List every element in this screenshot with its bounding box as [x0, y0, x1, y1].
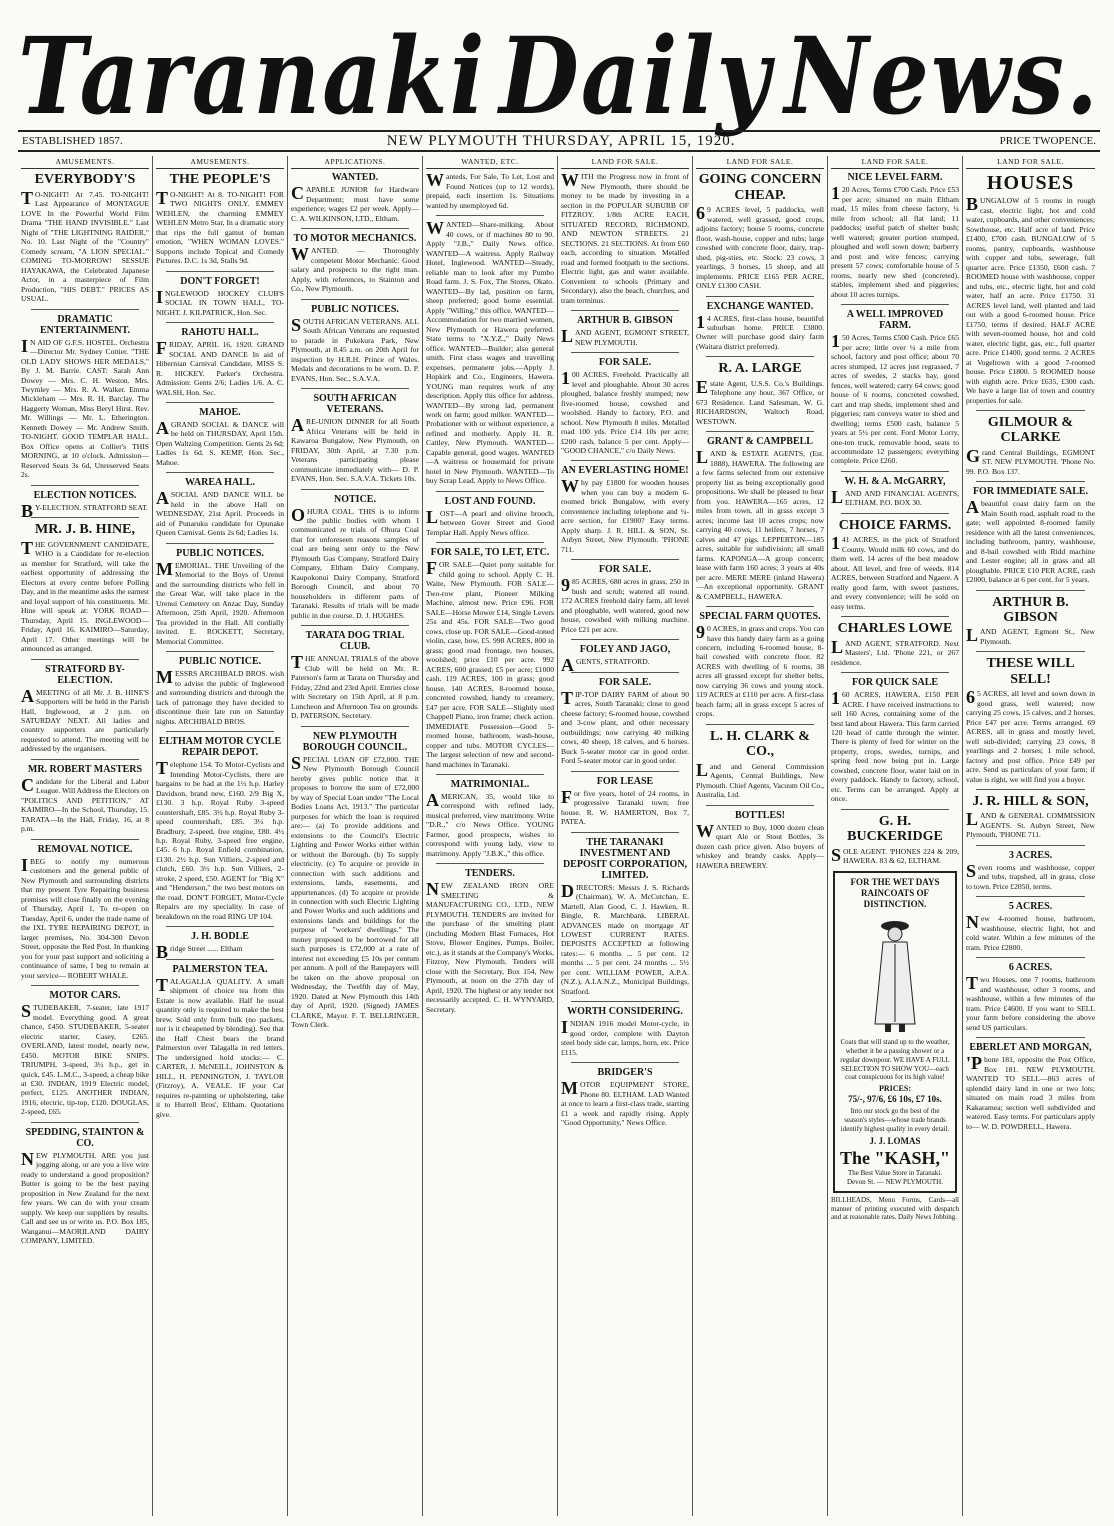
advertisement — [156, 172, 284, 265]
advertisement — [291, 630, 419, 720]
advertisement-body: AMERICAN, 35, would like to correspond with refined lady, musical preferred, view matrimony. Write "D.R.," c/o News Office. YOUNG Farmer, good prospects, wishes to correspond with young lady, view to matrimony. Apply "J.B.K.," this office. — [426, 789, 554, 858]
advertisement — [426, 496, 554, 537]
divider — [166, 322, 274, 323]
divider — [976, 651, 1085, 652]
advertisement — [291, 233, 419, 293]
advertisement-title: J. H. BODLE — [191, 931, 249, 943]
advertisement — [966, 794, 1095, 840]
advertisement — [156, 407, 284, 467]
advertisement-body: INGLEWOOD HOCKEY CLUB'S SOCIAL IN TOWN HALL, TO-NIGHT. J. KILPATRICK, Hon. Sec. — [156, 286, 284, 317]
advertisement — [156, 931, 284, 963]
advertisement-body: DIRECTORS: Messrs J. S. Richards (Chairman), W. A. McCutchan, E. Martell, Alan Good, C. J. Hawken, R. Bingle, R. Marchbank. LIBERAL ADVANCES made on mortgage AT LOWEST CURRENT RATES. DEPOSITS ACCEPTED at following rates:— 6 months ... 5 per cent. 12 months ... 5 per cent. 24 months ... 5½ per cent. WILLIAM POWER, A.P.A. (N.Z.), A.I.A.N.Z., Municipal Buildings, Stratford. — [561, 880, 689, 996]
price-label: PRICE TWOPENCE. — [999, 135, 1096, 147]
advertisement — [561, 837, 689, 997]
divider — [976, 410, 1085, 411]
divider — [571, 559, 679, 560]
advertisement-body: LAND AGENT, EGMONT STREET, NEW PLYMOUTH. — [561, 326, 689, 347]
advertisement — [561, 564, 689, 634]
column-1 — [18, 156, 153, 1516]
divider — [166, 651, 274, 652]
advertisement — [696, 729, 824, 800]
advertisement-title: PUBLIC NOTICE. — [178, 656, 262, 668]
advertisement-body: IN AID OF G.F.S. HOSTEL. Orchestra—Director Mr. Sydney Cottier. "THE OLD LADY SHOWS HER MEDALS," By J. M. Barrie. CAST: Sarah Ann Dowey — Mrs. C. H. Weston. Mrs. Twymley — Mrs. R. A. Walker. Emma Mickleham — Mrs. R. H. Barclay. The Haggerty Woman, Miss Beryl Hirst. Rev. Mr. Willings — Mr. L. Etherington. Kenneth Dowey — Mr. Andrew Smith. TO-NIGHT. GOOD TEMPLAR HALL. Box Office opens at Collier's THIS MORNING, at 10 o'clock. Admission—Reserved Seats 3s 6d, Unreserved Seats 2s. — [21, 335, 149, 480]
advertisement-body: 160 ACRES, HAWERA, £150 PER ACRE. I have received instructions to sell 160 Acres, containing some of the best land about Hawera. This farm carried 120 head of cattle through the winter. There is plenty of feed for winter on the property, crops, swedes, turnips, and spring feed now being put in. Large cowshed, concrete floor, water laid on in every paddock. Handy to factory, school, etc. Terms can be arranged. Apply at once. — [831, 688, 959, 804]
advertisement-body: NEW ZEALAND IRON ORE SMELTING & MANUFACTURING CO., LTD., NEW PLYMOUTH. TENDERS are invited for the purchase of the smelting plant (including Modern Blast Furnaces, Hot Stove, Blower Engines, Pumps, Boiler, etc.), as it stands at the Company's Works, Fitzroy, New Plymouth. Tenders will close with the Secretary, Box 154, New Plymouth, at noon on the 27th day of April, 1920. The highest or any tender not necessarily accepted. C. H. WYNYARD, Secretary. — [426, 879, 555, 1014]
advertisement-body: AMEETING of all Mr. J. B. HINE'S Supporters will be held in the Parish Hall, Inglewood, at 2 p.m. on SATURDAY NEXT. All ladies and country supporters are particularly requested to attend. The meeting will be addressed by the organisers. — [21, 685, 149, 754]
masthead-word-2: Daily — [499, 13, 772, 139]
advertisement-body: FRIDAY, APRIL 16, 1920. GRAND SOCIAL AND DANCE In aid of Hibernian Carnival Candidate, MISS S. R. HICKEY. Parker's Orchestra. Admission: Gents 2/6; Ladies 1/6. A. C. WALSH, Hon. Sec. — [156, 338, 284, 397]
advertisement-body: 65 ACRES, all level and sown down in good grass, well watered; now carrying 25 cows, 15 calves, and 2 horses. Price £47 per acre. Terms arranged. 69 ACRES, all in grass and mostly level, well sub-divided; carrying 23 cows, 8 yearlings and 2 horses; 1 mile school, factory and post office. Price £49 per acre. Send us particulars of your farm; if value is right, we will find you a buyer. — [966, 687, 1095, 784]
advertisement — [21, 172, 149, 303]
divider — [436, 542, 544, 543]
advertisement-body: WITH the Progress now in front of New Plymouth, there should be money to be made by investing in a section in the POPULAR SUBURB OF FITZROY. 1/8th ACRE EACH, SITUATED RECORD, RICHMOND, AND NEWTON STREETS. 21 SECTIONS. 21 SECTIONS. At from £60 each, according to situation. Metalled road and formed footpath to the sections. Electric light, gas and water available. Convenient to schools (Primary and Secondary), also the beach, churches, and tram terminus. — [561, 170, 689, 305]
divider — [841, 809, 949, 810]
column-header: APPLICATIONS. — [291, 156, 419, 169]
advertisement-title: ELECTION NOTICES. — [33, 489, 137, 501]
divider — [706, 431, 814, 432]
advertisement-title: ARTHUR B. GIBSON — [576, 315, 674, 327]
issue-date: NEW PLYMOUTH THURSDAY, APRIL 15, 1920. — [386, 132, 736, 149]
advertisement-body: SPECIAL LOAN OF £72,000. THE New Plymouth Borough Council hereby gives public notice that it proposes to borrow the sum of £72,000 by way of Special Loan under "The Local Bodies Loans Act, 1913." The particular purposes for which the loan is required are:— (a) To provide additions and extensions to the Council's Electric Lighting and Power Works either within or without the Borough. (b) To supply electricity. (c) To acquire or provide in connection with such additions and extensions, lands, easements, and appurtenances. (d) To acquire or provide in connection with such Electric Lighting and Power Works and such additions and extensions lands and buildings for the purpose of "workers' dwellings." The money proposed to be borrowed for all such purposes is £72,000 at a rate of interest not exceeding £5 10s per centum per annum. A poll of the Ratepayers will be taken on the above proposal on Wednesday, the Twelfth day of May, 1920. Dated at New Plymouth this 14th day of April, 1920. (Signed) JAMES CLARKE, Mayor. F. T. BELLRINGER, Town Clerk. — [291, 752, 419, 1030]
raincoat-heading: FOR THE WET DAYS RAINCOATS OF DISTINCTION. — [850, 876, 940, 910]
advertisement-body: AGENTS, STRATFORD. — [561, 655, 650, 676]
divider — [976, 590, 1085, 591]
divider — [706, 606, 814, 607]
advertisement-title: NEW PLYMOUTH BOROUGH COUNCIL. — [302, 730, 408, 753]
advertisement-body: TO-NIGHT! At 7.45. TO-NIGHT! Last Appearance of MONTAGUE LOVE In the Powerful World Film Drama "THE HAND INVISIBLE." Last Night of "THE LIGHTNING RAIDER," No. 10. Last Night of the "Country" Comedy scream, "A LION SPECIAL." COMING TO-MORROW! SESSUE HAYAKAWA, the Celebrated Japanese Actor, in a masterpiece of Film Production, "HIS DEBT." PRICES AS USUAL. — [21, 187, 149, 304]
advertisement — [21, 522, 149, 653]
advertisement-body: MOTOR EQUIPMENT STORE, Phone 80. ELTHAM. LAD Wanted at once to learn a first-class trade, starting £1 a week and rapidly rising. Apply "Good Opportunity," News Office. — [561, 1078, 689, 1128]
column-6 — [693, 156, 828, 1516]
advertisement-title: FOR IMMEDIATE SALE. — [972, 486, 1089, 498]
advertisement-title: GOING CONCERN CHEAP. — [698, 172, 822, 203]
advertisement-title: LOST AND FOUND. — [444, 495, 536, 507]
advertisement — [831, 172, 959, 299]
advertisement-body: OHURA COAL. THIS is to inform the public bodies with whom I communicated re trials of Ohura Coal that for unforeseen reasons samples of coal are being sent only to the New Plymouth Gas Company, Stratford Dairy Company, Eltham Dairy Company, Kaupokonui Dairy Company, Stratford Borough Council, and about 70 householders in different parts of Taranaki. Results of trials will be made public in due course. D. J. HUGHES. — [291, 504, 419, 620]
advertisement-body: 'Phone 181, opposite the Post Office, Box 181. NEW PLYMOUTH. WANTED TO SELL—863 acres of splendid dairy land in one or two lots; situated on main road 3 miles from Kakaramea; section well subdivided and watered. Easy terms. For particulars apply to— W. D. POWDRELL, Hawera. — [966, 1053, 1095, 1131]
advertisement — [291, 172, 419, 223]
divider — [31, 659, 139, 660]
advertisement — [831, 309, 959, 466]
advertisement-title: TENDERS. — [465, 868, 515, 880]
advertisement-body: SOLE AGENT. 'PHONES 224 & 209, HAWERA. 83 & 62, ELTHAM. — [831, 844, 959, 866]
divider — [166, 402, 274, 403]
advertisement — [696, 611, 824, 719]
divider — [571, 832, 679, 833]
divider — [166, 926, 274, 927]
advertisement-body: IBEG to notify my numerous customers and the general public of New Plymouth and surrounding districts that my present Tyre Repairing business premises will close finally on the evening of Thursday, April 1. To re-open on Tuesday, April 6, under the trade name of the IXL TYRE REPAIRING DEPOT, in larger premises, No. 304-300 Devon Street, opposite the Red Post. In thanking you for your past support and soliciting a continuance of same, I beg to remain at your service— ROBERT WHALE. — [21, 854, 149, 980]
advertisement-body: LAND AGENT, STRATFORD. Next Masters', Ltd. 'Phone 221, or 267 residence. — [831, 636, 959, 667]
advertisement-title: CHOICE FARMS. — [838, 517, 952, 533]
column-8 — [963, 156, 1098, 1516]
advertisement-body: Seven rooms and washhouse, copper and tubs, trapshed, all in grass, close to town. Price £2050, terms. — [966, 860, 1095, 891]
advertisement — [156, 964, 284, 1119]
divider — [166, 731, 274, 732]
established-label: ESTABLISHED 1857. — [22, 135, 123, 147]
advertisement-title: WANTED. — [331, 172, 379, 184]
divider — [166, 959, 274, 960]
divider — [571, 639, 679, 640]
advertisement — [561, 677, 689, 766]
advertisement-title: EXCHANGE WANTED. — [706, 300, 814, 312]
column-2 — [153, 156, 288, 1516]
advertisement-title: MOTOR CARS. — [49, 990, 121, 1002]
advertisement — [561, 1006, 689, 1057]
divider — [31, 309, 139, 310]
advertisement — [426, 868, 554, 1014]
advertisement-title: MR. J. B. HINE, — [35, 522, 135, 538]
newspaper-columns — [18, 156, 1100, 1516]
advertisement-body: AGRAND SOCIAL & DANCE will be held on THURSDAY, April 15th. Open Waltzing Competition. Gents 2s 6d; Ladies 1s 6d. S. KEMP, Hon. Sec., Mahoe. — [156, 418, 284, 467]
advertisement — [966, 486, 1095, 584]
divider — [31, 517, 139, 518]
advertisement-body: 90 ACRES, in grass and crops. You can have this handy dairy farm as a going concern, including 6-roomed house, 8-bail cowshed with concrete floor. 82 ACRES with dwelling of 6 rooms, 38 acres all grassed except for shelter belts, now carrying 36 cows and young stock. 119 ACRES at £110 per acre. A first-class beach farm; all in grass except 5 acres of crops. — [696, 622, 824, 719]
column-header: LAND FOR SALE. — [561, 156, 689, 169]
advertisement-title: REMOVAL NOTICE. — [37, 843, 133, 855]
advertisement-title: EBERLET AND MORGAN, — [969, 1042, 1092, 1054]
divider — [436, 774, 544, 775]
advertisement-title: BOTTLES! — [734, 809, 786, 821]
store-sub: The Best Value Store in Taranaki. Devon St. — NEW PLYMOUTH. — [846, 1169, 943, 1187]
divider — [436, 863, 544, 864]
column-5 — [558, 156, 693, 1516]
advertisement-body: Wanteds, For Sale, To Let, Lost and Found Notices (up to 12 words), prepaid, each insertion 1s. Situations wanted by unemployed 6d. — [426, 170, 554, 210]
advertisement-title: MAHOE. — [199, 407, 241, 418]
divider — [571, 352, 679, 353]
advertisement-title: R. A. LARGE — [718, 361, 802, 377]
advertisement — [561, 172, 689, 305]
advertisement-body: LOST—A pearl and olivine brooch, between Gover Street and Good Templar Hall. Apply News office. — [426, 506, 554, 537]
advertisement — [21, 764, 149, 834]
advertisement — [966, 656, 1095, 784]
advertisement — [21, 990, 149, 1117]
advertisement — [426, 172, 554, 210]
advertisement — [831, 814, 959, 866]
prices-label: PRICES: — [878, 1084, 911, 1094]
divider — [976, 481, 1085, 482]
advertisement-title: FOR SALE. — [598, 564, 652, 576]
advertisement — [966, 1042, 1095, 1131]
advertisement-body: New 4-roomed house, bathroom, washhouse, electric light, hot and cold water. Within a few minutes of the tram. Price £2800. — [966, 912, 1095, 952]
divider — [166, 472, 274, 473]
raincoat-body: Coats that will stand up to the weather, whether it be a passing shower or a regular downpour. WE HAVE A FULL SELECTION TO SHOW YOU—each coat conspicuous for its high value! — [840, 1038, 950, 1082]
column-header: LAND FOR SALE. — [966, 156, 1095, 169]
prices-list: 75/-, 97/6, £6 10s, £7 10s. — [848, 1094, 942, 1105]
advertisement-title: BRIDGER'S — [597, 1067, 653, 1079]
advertisement — [696, 436, 824, 601]
divider — [976, 845, 1085, 846]
advertisement — [291, 731, 419, 1030]
advertisement-title: WORTH CONSIDERING. — [567, 1006, 683, 1018]
column-4 — [423, 156, 558, 1516]
advertisement-title: THESE WILL SELL! — [986, 656, 1075, 687]
advertisement-body: MESSRS ARCHIBALD BROS. wish to advise the public of Inglewood and surrounding districts and through the lack of patronage they have decided to discontinue their late run on Saturday nights. ARCHIBALD BROS. — [156, 667, 284, 726]
advertisement — [831, 518, 959, 611]
advertisement — [561, 465, 689, 554]
advertisement-body: STUDEBAKER, 7-seater, late 1917 model. Everything good. A great chance, £450. STUDEBAKER, 5-seater electric starter, Casey, £265. OVERLAND, latest model, nearly new, £450. MOTOR BIKE SNIPS. TRIUMPH, 3-speed, 3½ h.p., get in quick, £45. L.M.C., 3-speed, a cheap bike at £30. INDIAN, 1919 Electric model, perfect, £125. ANOTHER INDIAN, 1916, electric, tip-top, £120. DOUGLAS, 2-speed, £65. — [21, 1001, 149, 1117]
advertisement-title: L. H. CLARK & CO., — [710, 728, 810, 760]
divider — [31, 485, 139, 486]
advertisement — [156, 327, 284, 397]
divider — [571, 310, 679, 311]
advertisement-title: TO MOTOR MECHANICS. — [293, 233, 417, 245]
divider — [31, 759, 139, 760]
advertisement — [156, 276, 284, 317]
advertisement-body: Why pay £1800 for wooden houses when you can buy a modern 6-roomed brick Bungalow, with every convenience including telephone and ¼-acre section, for £1900? Easy terms. Apply sharp. J. R. HILL & SON, St. Aubyn Street, New Plymouth. 'PHONE 711. — [561, 476, 689, 554]
advertisement-title: GRANT & CAMPBELL — [707, 436, 813, 448]
advertisement-body: WANTED. — Thoroughly competent Motor Mechanic. Good salary and prospects to the right man. Apply, with references, to Stainton and Co., New Plymouth. — [291, 244, 419, 294]
advertisement-body: 150 Acres, Terms £500 Cash. Price £65 per acre; little over ¼ a mile from school, factory and post office; about 70 acres stumped, 12 acres just regrassed, 7 acres of swedes, 2 stacks hay, good fences, well watered; carry 64 cows; good house of 6 rooms, concreted cowshed, cart and trap sheds, implement shed and piggeries; ram conveys water to shed and dwelling; terms £500 cash, balance 5 years at 5½ per cent. Ford Motor Lorry, one-ton truck, removable hood, seats to accommodate 12 passengers; everything complete. Price £260. — [831, 331, 959, 466]
advertisement — [561, 315, 689, 347]
advertisement-body: Estate Agent, U.S.S. Co.'s Buildings. Telephone any hour, 367 Office, or 673 Residence. Land Salesman, W. G. RICHARDSON, Waltoch Road, WESTOWN. — [696, 376, 824, 426]
divider — [301, 625, 409, 626]
divider — [706, 805, 814, 806]
divider — [436, 491, 544, 492]
advertisement-title: ARTHUR B. GIBSON — [992, 594, 1069, 626]
advertisement-title: 5 ACRES. — [1008, 901, 1053, 913]
advertisement-title: TARATA DOG TRIAL CLUB. — [305, 630, 405, 653]
divider — [301, 299, 409, 300]
advertisement-title: NOTICE. — [334, 493, 376, 505]
divider — [301, 489, 409, 490]
advertisement-title: FOR SALE, TO LET, ETC. — [430, 547, 550, 559]
advertisement — [966, 172, 1095, 405]
divider — [841, 471, 949, 472]
advertisement — [156, 477, 284, 537]
advertisement-title: SOUTH AFRICAN VETERANS. — [313, 393, 397, 416]
divider — [706, 724, 814, 725]
masthead — [18, 10, 1100, 139]
advertisement-body: TALAGALLA QUALITY. A small shipment of choice tea from this Estate is now available. Half he usual quantity only is required to make the best brew. Sold only from bulk (no packets, nor is it cheapened by blending). See that the Half Chest bears the brand Palmerston over Talagalla in red letters. The undersigned hold stocks:— C. CARTER, J. McNEILL, JOHNSTON & HILL, H. PENNINGTON, J. TAYLOR (Fitzroy), A. VEALE. IF your Car requires re-painting or upholstering, take it to Hurrell Bros', Eltham. Quotations give. — [156, 974, 284, 1119]
advertisement — [21, 314, 149, 480]
column-header: AMUSEMENTS. — [21, 156, 149, 169]
advertisement-title: MR. ROBERT MASTERS — [27, 763, 143, 775]
advertisement-title: FOLEY AND JAGO, — [579, 644, 671, 656]
advertisement-title: FOR SALE. — [598, 676, 652, 688]
advertisement-title: PALMERSTON TEA. — [172, 963, 268, 975]
advertisement-body: BUNGALOW of 5 rooms in rough cast, electric light, hot and cold water, cupboards, and other conveniences; Sowthouse, etc. Half acre of land. Price £1400, £700 cash. BUNGALOW of 5 rooms, pantry, cupboards, washhouse with copper and tubs, sewerage, full quarter acre. Price £1350, £600 cash. 7 ROOMED house with washhouse, copper and tubs, etc., electric light, hot and cold water, half an acre. Price £1750. 31 ACRES level land, well planted and laid out with a good 6-roomed house. Price £1750, terms if desired. HALF ACRE with seven-roomed house, hot and cold water, electric light, gas, etc., full quarter acre. Price £1400, good terms. 2 ACRES at Vogeltown with a good 7-roomed house. Price £1800. 5 ROOMED house with eighth acre. Price £635, £300 cash. We have a large list of town and country properties for sale. — [966, 194, 1095, 405]
advertisement-body: CAPABLE JUNIOR for Hardware Department; must have some experience; wages £2 per week. Apply— C. A. WILKINSON, LTD., Eltham. — [291, 183, 419, 223]
advertisement-body: ASOCIAL AND DANCE WILL be held in the above Hall on WEDNESDAY, 21st April. Proceeds in aid of Punaruku candidate for Opunake Queen Carnival. Gents 2s 6d; Ladies 1s. — [156, 488, 284, 538]
advertisement-title: PUBLIC NOTICES. — [176, 547, 264, 559]
advertisement-body: NEW PLYMOUTH. ARE you just jogging along, or are you a live wire ready to understand a good proposition? Butter is going to be the best paying proposition in New Zealand for the next few years. We can do with your cream supply. We keep our suppliers by results. Call and see us or write us. P.O. Box 185, Wanganui—MAORILAND DAIRY COMPANY, LIMITED. — [21, 1148, 149, 1246]
advertisement-body: SOUTH AFRICAN VETERANS. ALL South African Veterans are requested to parade in Pukekura Park, New Plymouth, at 8.45 a.m. on 20th April for inspection by H.R.H. Prince of Wales. Medals and decorations to be worn. D. P. EVANS, Hon. Sec., S.A.V.A. — [291, 314, 419, 383]
advertisement-body: Bridge Street ...... Eltham — [156, 942, 243, 963]
divider — [166, 543, 274, 544]
advertisement — [291, 393, 419, 483]
advertisement-body: LAND & GENERAL COMMISSION AGENTS. St. Aubyn Street, New Plymouth, 'PHONE 711. — [966, 809, 1095, 840]
advertisement-title: MATRIMONIAL. — [450, 778, 530, 790]
advertisement — [156, 548, 284, 646]
divider — [31, 839, 139, 840]
advertisement — [966, 415, 1095, 476]
raincoat-advertisement — [833, 871, 957, 1193]
advertisement-title: ELTHAM MOTOR CYCLE REPAIR DEPOT. — [158, 736, 282, 759]
divider — [301, 388, 409, 389]
advertisement-title: CHARLES LOWE — [837, 621, 953, 637]
advertisement-body: MEMORIAL. THE Unveiling of the Memorial to the Boys of Urenui and the surrounding districts who fell in the Great War, will take place in the Urenui Cemetery on Anzac Day, Sunday Afternoon, 25th April, 1920. Afternoon Tea provided in the Hall. All cordially invited. E. ROCKETT, Secretary, Memorial Committee. — [156, 558, 284, 646]
divider — [436, 215, 544, 216]
advertisement-title: SPECIAL FARM QUOTES. — [699, 611, 821, 623]
advertisement-title: 6 ACRES. — [1008, 962, 1053, 974]
dateline — [18, 130, 1100, 152]
advertisement-title: W. H. & A. McGARRY, — [844, 475, 946, 487]
advertisement — [696, 361, 824, 426]
advertisement — [831, 677, 959, 804]
advertisement-title: A WELL IMPROVED FARM. — [846, 309, 944, 332]
advertisement-title: RAHOTU HALL. — [181, 327, 259, 339]
advertisement-title: PUBLIC NOTICES. — [311, 303, 399, 315]
advertisement — [21, 489, 149, 521]
advertisement-body: 100 ACRES, Freehold. Practically all level and ploughable. About 30 acres ploughed, balance freshly stumped; new five-roomed house, cowshed and woolshed. Handy to factory, P.O. and school. New Plymouth 8 miles. Metalled road 100 yds. Price £14 10s per acre; £200 cash, balance 5 per cent. Apply— "GOOD CHANCE," c/o Daily News. — [561, 368, 689, 455]
advertisement-body: ARE-UNION DINNER for all South Africa Veterans will be held in Kawaroa Bungalow, New Plymouth, on FRIDAY, 30th April, at 7.30 p.m. Veterans participating please communicate immediately with— D. P. EVANS, Hon. Sec. S.A.V.A. Tickets 10s. — [291, 415, 419, 484]
raincoat-figure-illustration — [865, 914, 925, 1034]
divider — [571, 460, 679, 461]
divider — [976, 957, 1085, 958]
advertisement-title: FOR SALE. — [598, 357, 652, 369]
advertisement-body: WANTED to Buy, 1000 dozen clean quart Ale or Stout Bottles, 3s dozen cash price given. Also buyers of whiskey and brandy casks. Apply— HAWERA BREWERY. — [696, 820, 824, 870]
masthead-word-3: News. — [784, 13, 1100, 139]
advertisement — [831, 476, 959, 508]
advertisement — [426, 547, 554, 769]
raincoat-note: Into our stock go the best of the season's styles—whose trade brands identify highest quality in every detail. — [840, 1107, 950, 1133]
advertisement — [21, 1127, 149, 1246]
advertisement — [966, 850, 1095, 891]
advertisement-body: 69 ACRES level, 5 paddocks, well watered, well grassed, good crops, adjoins factory; house 5 rooms, concrete floor, wash-house, copper and tubs; large cowshed with concrete floor, dairy, trap-shed, pig-sties, etc. Stock: 23 cows, 3 yearlings, 3 horses, 15 sheep, and all implements. PRICE £165 PER ACRE, ONLY £1300 CASH. — [696, 203, 824, 291]
column-header: LAND FOR SALE. — [831, 156, 959, 169]
advertisement-body: 141 ACRES, in the pick of Stratford County. Would milk 60 cows, and do them well. 14 acres of the best meadow about. All level, and free of weeds. 814 ACRES, between Stratford and Ngaere. A really good farm, with sweet pastures, and every convenience; will be sold on easy terms. — [831, 533, 960, 611]
advertisement-body: TIP-TOP DAIRY FARM of about 90 acres, South Taranaki; close to good cheese factory; 6-roomed house, cowshed and 3-cow plant, and other necessary outbuildings; now carrying 40 milking cows, 40 sheep, 18 calves, and 6 horses. Buck 5-seater motor car in good order. Ford 5-seater motor car in good order. — [561, 687, 689, 766]
advertisement-title: FOR QUICK SALE — [851, 677, 939, 689]
masthead-word-1: Taranaki — [18, 13, 487, 139]
divider — [841, 616, 949, 617]
advertisement-title: WAREA HALL. — [184, 477, 255, 489]
advertisement-title: GILMOUR & CLARKE — [987, 415, 1074, 446]
advertisement — [291, 304, 419, 383]
seller-name: J. J. LOMAS — [869, 1135, 921, 1146]
advertisement — [966, 595, 1095, 647]
advertisement-body: LAND AND FINANCIAL AGENTS, ELTHAM. P.O. BOX 30. — [831, 486, 959, 508]
advertisement-body: THE GOVERNMENT CANDIDATE, WHO is a Candidate for re-election as member for Stratford, will take the earliest opportunity of addressing the Electors at every centre before Polling Day, and in the meantime asks the earnest and loyal support of his constituents. Mr. Hine will speak at: YORK ROAD—Thursday, April 15. INGLEWOOD—Friday, April 16. KAIMIRO—Saturday, April 17. Other meetings will be announced as arranged. — [21, 537, 149, 654]
divider — [706, 356, 814, 357]
divider — [31, 1122, 139, 1123]
advertisement — [426, 220, 554, 486]
divider — [976, 789, 1085, 790]
column-header: AMUSEMENTS. — [156, 156, 284, 169]
advertisement-title: THE PEOPLE'S — [169, 172, 271, 188]
divider — [571, 771, 679, 772]
column-3 — [288, 156, 423, 1516]
divider — [301, 228, 409, 229]
advertisement — [966, 901, 1095, 952]
advertisement — [561, 357, 689, 455]
divider — [31, 985, 139, 986]
advertisement-body: LAND & ESTATE AGENTS, (Est. 1888), HAWERA. The following are a few farms selected from our extensive property list as being exceptionally good propositions. We shall be pleased to hear from you. HAWERA—165 acres, 12 miles from town, all in grass except 3 acres; income last 10 acres crops; now carrying 40 cows, 11 heifers, 7 horses, 7 calves and 47 pigs. LEPPERTON—185 acres, suitable for subdivision; all small farms. KAPONGA—A group concern; lease with farm 160 acres; 3 years at 40s per acre. MERE MERE (inland Hawera)—An exceptional opportunity. GRANT & CAMPBELL, HAWERA. — [696, 447, 824, 601]
divider — [841, 672, 949, 673]
printing-notice: BILLHEADS, Menu Forms, Cards—all manner of printing executed with despatch and at reasonable rates. Daily News Jobbing. — [831, 1195, 959, 1222]
advertisement-body: Candidate for the Liberal and Labor League. Will Address the Electors on "POLITICS AND PETITION," AT KAIMIRO—In the School, Thursday, 15. TARATA—In the Hall, Friday, 16, at 8 p.m. — [21, 774, 150, 834]
advertisement-body: Two Houses, one 7 rooms, bathroom and washhouse, other 3 rooms, and washhouse, within a few minutes of the tram. Price £4600. If you want to SELL your farm before considering the above send US particulars. — [966, 973, 1095, 1032]
divider — [706, 296, 814, 297]
advertisement-title: G. H. BUCKERIDGE — [847, 813, 943, 845]
advertisement-title: SPEDDING, STAINTON & CO. — [25, 1126, 145, 1149]
divider — [976, 1037, 1085, 1038]
advertisement-title: NICE LEVEL FARM. — [847, 172, 943, 184]
divider — [166, 271, 274, 272]
advertisement-title: 3 ACRES. — [1008, 849, 1053, 861]
advertisement-title: DON'T FORGET! — [180, 275, 260, 287]
divider — [571, 1001, 679, 1002]
advertisement — [831, 621, 959, 667]
divider — [841, 304, 949, 305]
divider — [301, 726, 409, 727]
advertisement — [561, 776, 689, 827]
column-header: LAND FOR SALE. — [696, 156, 824, 169]
advertisement-body: 120 Acres, Terms £700 Cash. Price £53 per acre; situated on main Eltham road, 15 miles from cheese factory, ¼ mile from school; all flat land; 11 paddocks; useful patch of shelter bush; well watered; greater portion stumped, ploughed and well sown down; barberry and post and wire fences; carrying present 57 cows; comfortable house of 5 rooms, nearly new shed (concreted), stables, implement shed and piggeries; about 10 acres turnips. — [831, 183, 959, 299]
advertisement-title: HOUSES — [986, 172, 1075, 195]
column-7 — [828, 156, 963, 1516]
advertisement-title: FOR LEASE — [596, 775, 654, 787]
advertisement — [696, 301, 824, 352]
advertisement-body: Telephone 154. To Motor-Cyclists and Intending Motor-Cyclists, there are bargains to be had at the 1½ h.p. Harley Davidson, brand new, £160. 2/9 Big X, £130. 3 h.p. Royal Ruby 3-speed countershaft, £85. 3½ h.p. Royal Ruby 3-speed countershaft, £85. 3½ h.p. Bradbury, 2-speed, free engine, £80. 4½ h.p. Royal Ruby, 3-speed free engine, £45. 6 h.p. Royal Enfield combination, £130. 2½ h.p. Sun Villiers, 2-speed and clutch, £60. 3½ h.p. Sun Villiers, 2-stroke, 2 speed, £50. AGENT for "Big X" and "Henderson," the two best motors on the road. DON'T FORGET, Motor-Cycle Repairs are my speciality. In case of breakdown on the road RING UP 104. — [156, 758, 284, 921]
divider — [841, 513, 949, 514]
advertisement-body: WANTED—Share-milking. About 40 cows, or if machines 80 to 90. Apply "J.B.," Daily News office. WANTED—A waitress. Apply Railway Hotel, Inglewood. WANTED—Steady, reliable man to look after my Pumbo Road farm. J. S. Fox, The Stores, Okato. WANTED—By lad, position on farm, sheep preferred; good home essential. Apply "Willing," this office. WANTED—Accommodation for two married women, New Plymouth or Hawera preferred. State terms to "X.Y.Z.," Daily News office. WANTED—Builder; also general smith. First class wages and travelling expenses, permanent jobs.—Apply J. Hopkirk and Co., Engineers, Hawera. YOUNG man requires work of any description. Apply this office for address. WANTED—By strong lad, permanent work on farm; good milker. WANTED—Probationer with or without experience, a refined and motherly. Apply H. R. Cattley, New Plymouth. WANTED—Capable general, good wages. WANTED—A waitress or housemaid for private hotel in New Plymouth. WANTED—To buy Scrap Lead. Apply to News Office. — [426, 218, 554, 486]
advertisement — [426, 779, 554, 858]
advertisement — [966, 962, 1095, 1032]
divider — [571, 672, 679, 673]
advertisement — [291, 494, 419, 621]
advertisement-body: FOR SALE—Quiet pony suitable for child going to school. Apply C. H. Waite, New Plymouth. FOR SALE—Two-row plant, Pioneer Milking Machine, almost new. Price £96. FOR SALE—Horse Mower £14, Single Levers 25s and 45s. FOR SALE—Two good cows, close up. FOR SALE—Good-toned violin, case, bow, £5. 998 ACRES, 800 in grass; good road frontage, two houses, woolshed; price £10 per acre. 992 ACRES, 600 grassed; £5 per acre; £1000 cash. 119 ACRES, 100 in grass; good house. 140 ACRES, 8-roomed house, concreted cowshed, handy to creamery, £47 per acre. FOR SALE—Slightly used Chappell Piano, iron frame; check action. IMMEDIATE Possession—Good 5-roomed house, bathroom, wash-house, copper and tubs. MOTOR CYCLES—The largest selection of new and second-hand machines in Taranaki. — [426, 558, 554, 769]
advertisement — [561, 1067, 689, 1127]
advertisement-title: EVERYBODY'S — [34, 172, 136, 188]
advertisement-body: Abeautiful coast dairy farm on the Main South road, asphalt road to the gate; well appointed 8-roomed family residence with all the latest conveniences, including bathroom, pantry, washhouse, and 8-bail cowshed with Ridd machine and Lester engine; all in grass and all ploughable. PRICE £10 PER ACRE, cash £2000, balance at 6 per cent. for 5 years. — [966, 497, 1095, 585]
advertisement — [696, 810, 824, 870]
advertisement-body: BY-ELECTION. STRATFORD SEAT. — [21, 500, 148, 521]
advertisement-title: THE TARANAKI INVESTMENT AND DEPOSIT CORPORATION, LIMITED. — [562, 836, 688, 881]
divider — [571, 1062, 679, 1063]
advertisement-body: INDIAN 1916 model Motor-cycle, in good order, complete with Dayton steel body side car, lamps, horn, etc. Price £115. — [561, 1017, 689, 1057]
advertisement-body: LAND AGENT, Egmont St., New Plymouth. — [966, 625, 1095, 646]
advertisement — [156, 656, 284, 726]
advertisement — [696, 172, 824, 290]
advertisement-title: DRAMATIC ENTERTAINMENT. — [39, 313, 131, 336]
advertisement-title: AN EVERLASTING HOME! — [561, 465, 689, 477]
advertisement-body: 985 ACRES, 680 acres in grass, 250 in bush and scrub; watered all round. 172 ACRES freehold dairy farm, all level and ploughable, well watered, good new house, cowshed with milking machine. Price £21 per acre. — [561, 575, 689, 634]
advertisement-body: Grand Central Buildings, EGMONT ST. NEW PLYMOUTH. 'Phone No. 99. P.O. Box 137. — [966, 445, 1095, 476]
advertisement — [21, 664, 149, 754]
column-header: WANTED, ETC. — [426, 156, 554, 169]
advertisement-body: Land and General Commission Agents, Central Buildings, New Plymouth. Chief Agents, Vacuum Oil Co., Australia, Ltd. — [696, 759, 824, 800]
divider — [976, 896, 1085, 897]
advertisement-body: TO-NIGHT! At 8. TO-NIGHT! FOR TWO NIGHTS ONLY. EMMEY WEHLEN, the charming EMMEY WEHLEN Metro Star, In a dramatic story that rips the full gamut of human emotion, "WHEN WOMAN LOVES." Supports include Topical and Comedy Pictures. D.C. 1s 3d, Stalls 9d. — [156, 187, 284, 266]
advertisement-body: THE ANNUAL TRIALS of the above Club will be held on Mr. R. Paterson's farm at Tarata on Thursday and Friday, 22nd and 23rd April. Entries close with Secretary on 15th April, at 8 p.m. Luncheon and Afternoon Tea on grounds. D. PATERSON, Secretary. — [291, 652, 419, 721]
advertisement-body: 14 ACRES, first-class house, beautiful suburban home. PRICE £3800. Owner will purchase good dairy farm (Waitara district preferred). — [696, 311, 824, 351]
advertisement — [156, 736, 284, 921]
advertisement-title: J. R. HILL & SON, — [972, 794, 1089, 809]
store-name: The "KASH," — [839, 1147, 950, 1168]
advertisement — [21, 844, 149, 980]
advertisement-title: STRATFORD BY-ELECTION. — [45, 663, 125, 686]
advertisement-body: For five years, hotel of 24 rooms, in progressive Taranaki town; free house. R. W. HAMERTON, Box 7, PATEA. — [561, 786, 689, 827]
advertisement — [561, 644, 689, 676]
